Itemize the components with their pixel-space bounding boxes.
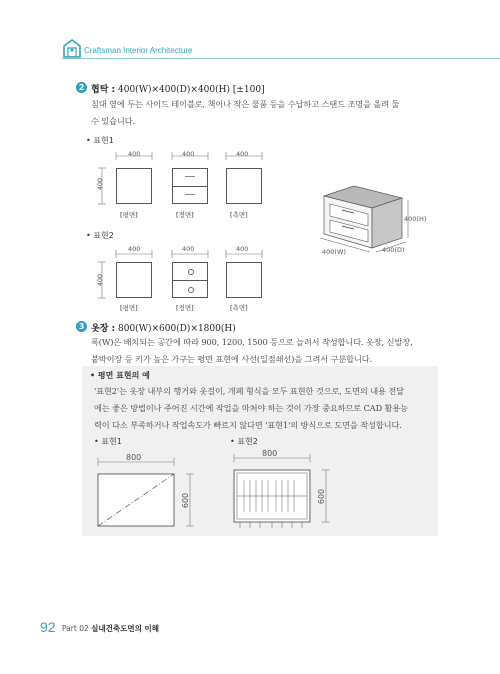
wardrobe1-dim-w: 800 — [126, 453, 142, 462]
iso-label-w: 400(W) — [322, 248, 346, 256]
variant2-cap-front: [정면] — [176, 304, 194, 312]
section1-title — [91, 82, 265, 95]
section1-desc-1: 침대 옆에 두는 사이드 테이블로, 책이나 작은 물품 등을 수납하고 스탠드 조명을 올려 둘 — [91, 99, 400, 109]
iso-label-h: 400(H) — [404, 215, 427, 223]
variant2-side — [226, 262, 262, 298]
wardrobe2-dim-w: 800 — [262, 449, 278, 458]
variant1-side — [226, 168, 262, 204]
variant1-dim-w3: 400 — [236, 150, 249, 158]
section1-number: 2 — [76, 82, 87, 93]
variant1-dim-h: 400 — [96, 177, 105, 191]
footer-title — [62, 623, 159, 634]
variant1-cap-plan: [평면] — [120, 211, 138, 219]
section2-label: 옷장 : — [91, 324, 116, 334]
drawer-knob-icon — [188, 269, 194, 275]
variant2-cap-plan: [평면] — [120, 304, 138, 312]
variant1-cap-side: [측면] — [230, 211, 248, 219]
variant1-bullet: • 표현1 — [86, 136, 114, 145]
variant2-bullet: • 표현2 — [86, 231, 114, 240]
variant1-dim-w1: 400 — [128, 150, 141, 158]
section2-number: 3 — [76, 321, 87, 332]
page-number: 92 — [40, 619, 56, 635]
example-bullet: • 평면 표현의 예 — [90, 371, 150, 380]
variant2-cap-side: [측면] — [230, 304, 248, 312]
section2-title — [91, 321, 236, 334]
section2-desc-2: 붙박이장 등 키가 높은 가구는 평면 표현에 사선(일점쇄선)을 그려서 구분합니다. — [91, 354, 373, 364]
example-left-bullet: • 표현1 — [94, 437, 122, 446]
variant2-dim-w3: 400 — [236, 245, 249, 253]
variant1-front — [172, 168, 208, 204]
example-right-bullet: • 표현2 — [230, 437, 258, 446]
variant2-dim-h: 400 — [96, 273, 105, 287]
variant1-dim-w2: 400 — [182, 150, 195, 158]
example-line-3: 력이 다소 부족하거나 작업속도가 빠르지 않다면 '표현1'의 방식으로 도면을 작성합니다. — [94, 420, 402, 430]
wardrobe1-dim-h: 600 — [181, 492, 191, 509]
variant1-plan — [116, 168, 152, 204]
header-rule — [62, 58, 500, 59]
footer-part: Part 02 — [62, 624, 89, 633]
variant2-dim-w1: 400 — [128, 245, 141, 253]
section2-desc-1: 폭(W)은 배치되는 공간에 따라 900, 1200, 1500 등으로 늘려서 작성합니다. 옷장, 신발장, — [91, 337, 413, 347]
section1-spec: 400(W)×400(D)×400(H) [±100] — [118, 85, 265, 95]
variant2-plan — [116, 262, 152, 298]
example-line-2: 에는 좋은 방법이나 주어진 시간에 작업을 마쳐야 하는 것이 가장 중요하므로 CAD 활용능 — [94, 403, 408, 413]
footer-chapter: 실내건축도면의 이해 — [91, 624, 159, 633]
header-title: Craftsman Interior Architecture — [84, 46, 193, 55]
section2-spec: 800(W)×600(D)×1800(H) — [118, 324, 236, 334]
variant2-dim-w2: 400 — [182, 245, 195, 253]
drawer-knob-icon — [188, 287, 194, 293]
iso-label-d: 400(D) — [382, 246, 405, 254]
wardrobe2-dim-h: 600 — [317, 488, 327, 505]
section1-desc-2: 수 있습니다. — [91, 116, 136, 126]
variant1-cap-front: [정면] — [176, 211, 194, 219]
example-line-1: '표현2'는 옷장 내부의 행거와 옷걸이, 개폐 형식을 모두 표현한 것으로, 도면의 내용 전달 — [94, 386, 404, 396]
variant2-front — [172, 262, 208, 298]
section1-label: 협탁 : — [91, 85, 116, 95]
